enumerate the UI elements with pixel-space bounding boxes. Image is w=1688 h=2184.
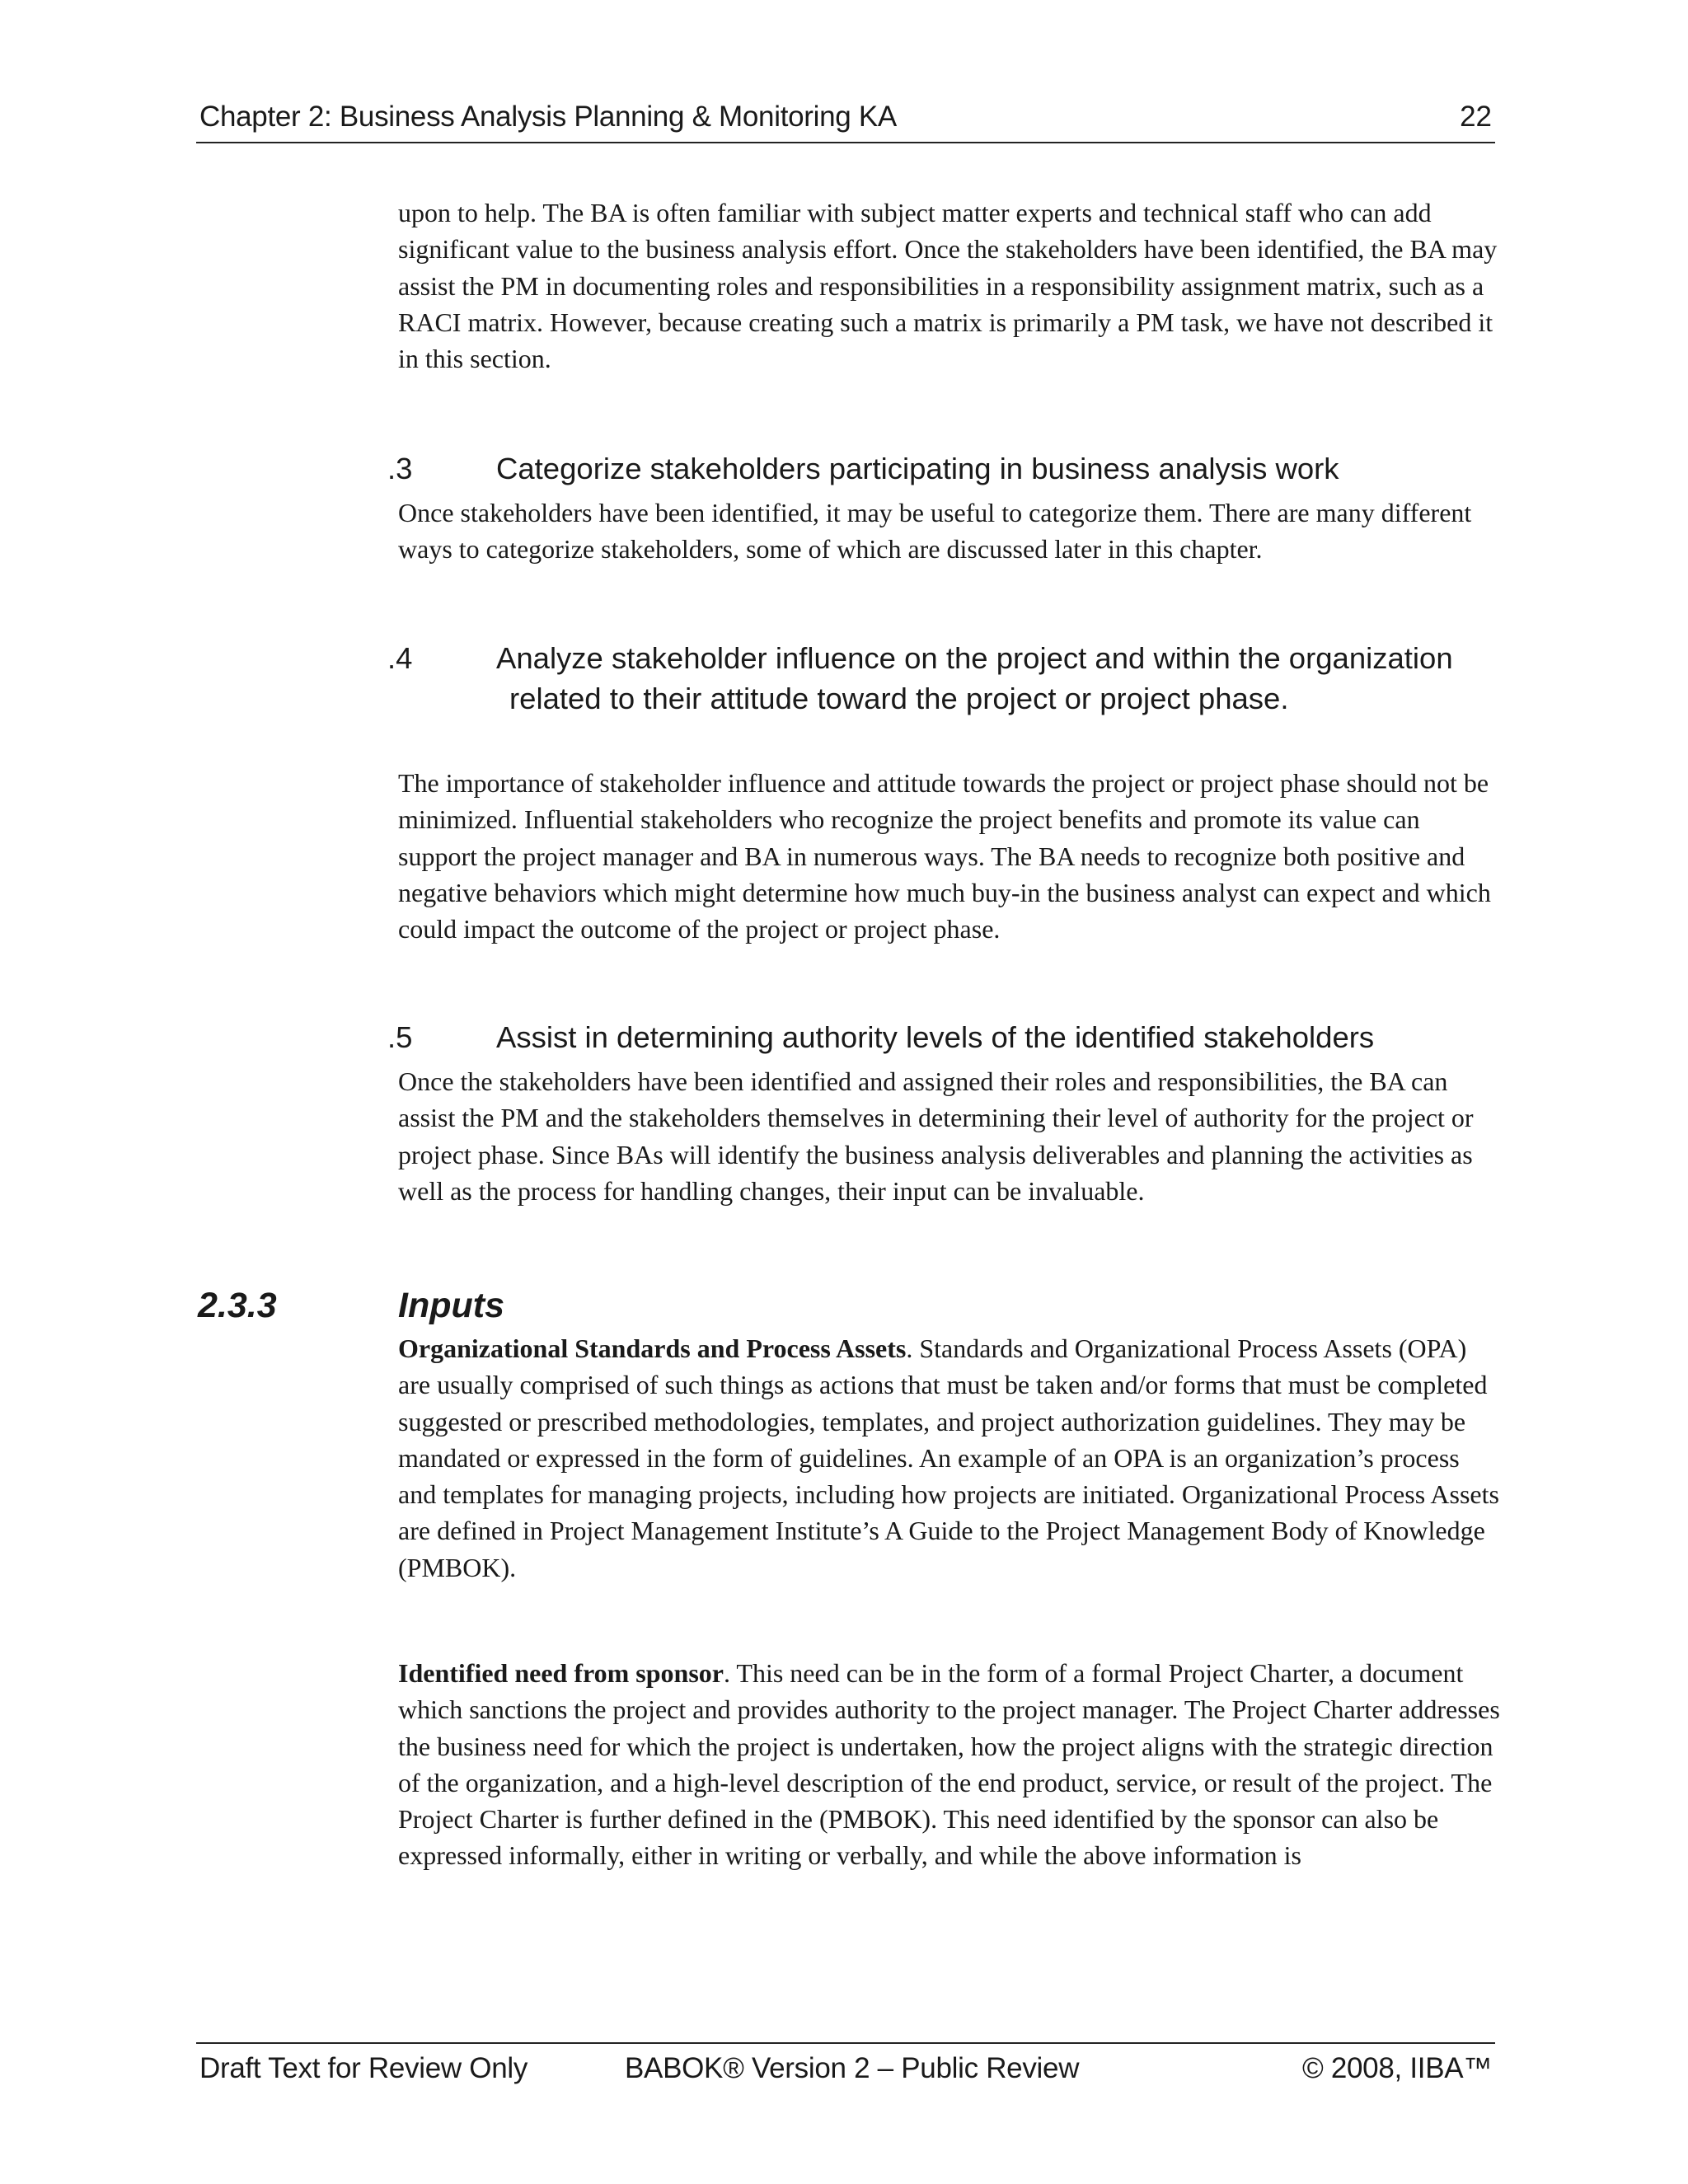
page-number: 22 [1460, 101, 1492, 133]
input-description: . This need can be in the form of a formal Project Charter, a document which sanctions the project and provides authority to the project manager. The Project Charter addresses the business need for which the project is undertaken, how the project aligns with the strategic direction of the organization, and a high-level description of the end product, service, or result of the project. The Project Charter is further defined in the (PMBOK). This need identified by the sponsor can also be expressed informally, either in writing or verbally, and while the above information is [398, 1658, 1500, 1871]
subsection-3-number: .3 [387, 452, 413, 485]
subsection-3-body: Once stakeholders have been identified, it may be useful to categorize them. There are many different ways to categorize stakeholders, some of which are discussed later in this chapter. [398, 498, 1472, 565]
subsection-5-heading [387, 1017, 1492, 1057]
section-number: 2.3.3 [198, 1286, 277, 1325]
footer-draft-note: Draft Text for Review Only [199, 2052, 528, 2084]
input-item [398, 1330, 1503, 1586]
intro-paragraph: upon to help. The BA is often familiar with subject matter experts and technical staff who can add significant value to the business analysis effort. Once the stakeholders have been identified, the BA may assist the PM in documenting roles and responsibilities in a responsibility assignment matrix, such as a RACI matrix. However, because creating such a matrix is primarily a PM task, we have not described it in this section. [398, 198, 1498, 374]
page-footer [196, 2042, 1495, 2093]
subsection-3-heading [387, 448, 1492, 489]
subsection-4-heading [387, 638, 1492, 719]
subsection-4-body: The importance of stakeholder influence and attitude towards the project or project phase should not be minimized. Influential stakeholders who recognize the project benefits and promote its value can support the project manager and BA in numerous ways. The BA needs to recognize both positive and negative behaviors which might determine how much buy-in the business analyst can expect and which could impact the outcome of the project or project phase. [398, 768, 1491, 944]
section-title: Inputs [398, 1286, 504, 1325]
chapter-title: Chapter 2: Business Analysis Planning & Monitoring KA [199, 101, 897, 133]
input-term: Identified need from sponsor [398, 1658, 724, 1688]
footer-copyright: © 2008, IIBA™ [1301, 2052, 1492, 2084]
input-term: Organizational Standards and Process Assets [398, 1333, 907, 1363]
page-header [196, 97, 1495, 143]
subsection-5-number: .5 [387, 1020, 413, 1054]
subsection-5-body: Once the stakeholders have been identified and assigned their roles and responsibilities, the BA can assist the PM and the stakeholders themselves in determining their level of authority for the project or project phase. Since BAs will identify the business analysis deliverables and planning the activities as well as the process for handling changes, their input can be invaluable. [398, 1066, 1474, 1206]
input-description: . Standards and Organizational Process Assets (OPA) are usually comprised of such things as actions that must be taken and/or forms that must be completed suggested or prescribed methodologies, templates, and project authorization guidelines. They may be mandated or expressed in the form of guidelines. An example of an OPA is an organization’s process and templates for managing projects, including how projects are initiated. Organizational Process Assets are defined in Project Management Institute’s A Guide to the Project Management Body of Knowledge (PMBOK). [398, 1333, 1499, 1582]
footer-version: BABOK® Version 2 – Public Review [625, 2052, 1080, 2084]
subsection-5-title: Assist in determining authority levels of the identified stakeholders [496, 1020, 1375, 1054]
subsection-4-title: Analyze stakeholder influence on the project and within the organization related to their attitude toward the project or project phase. [496, 641, 1453, 715]
input-item [398, 1655, 1503, 1874]
subsection-3-title: Categorize stakeholders participating in business analysis work [496, 452, 1339, 485]
subsection-4-number: .4 [387, 641, 413, 675]
